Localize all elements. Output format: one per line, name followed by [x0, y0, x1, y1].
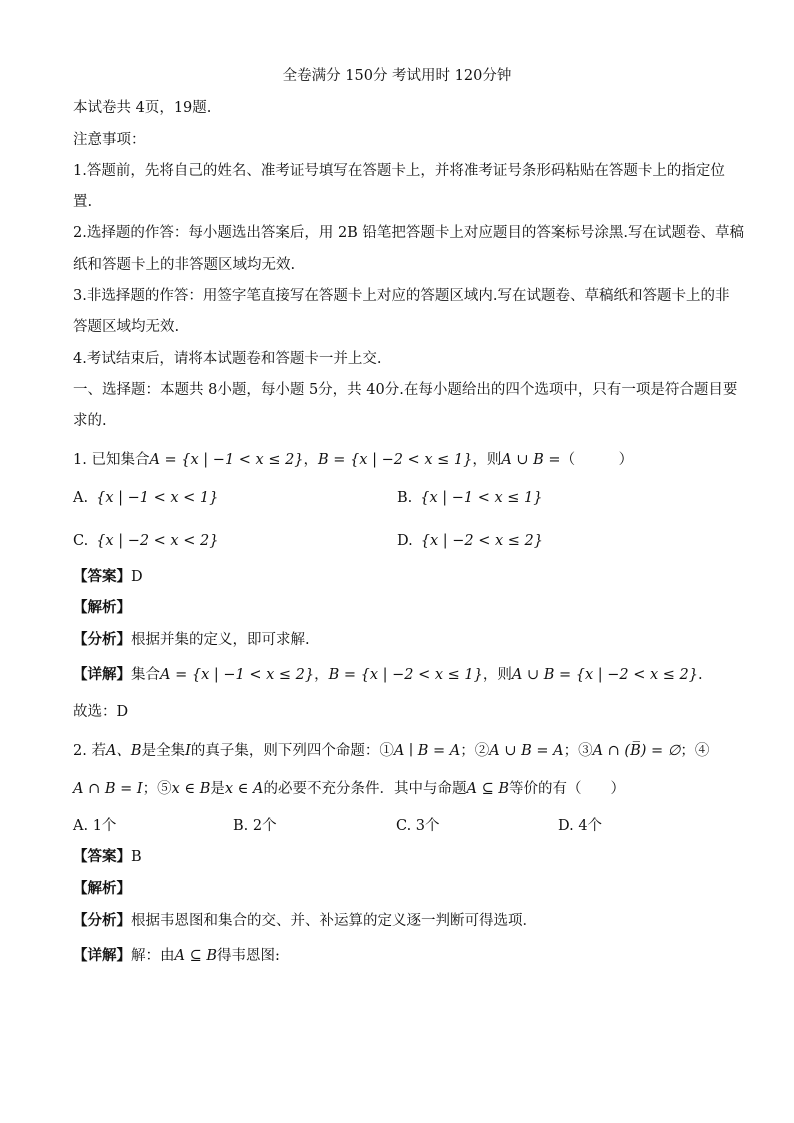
fenxi-tag: 【分析】 — [73, 631, 131, 648]
q2-sep: ；⑤ — [142, 781, 172, 797]
fenxi-text: 根据韦恩图和集合的交、并、补运算的定义逐一判断可得选项． — [131, 913, 537, 929]
fenxi-tag: 【分析】 — [73, 912, 131, 929]
option-label: C. — [73, 533, 89, 549]
q1-answer — [73, 567, 143, 587]
fenxi-text: 根据并集的定义，即可求解. — [131, 632, 310, 648]
q2-universe: I — [185, 743, 191, 759]
q2-text: 是全集 — [141, 743, 186, 759]
q2-option-d[interactable] — [558, 816, 602, 836]
option-math: {x | −1 < x < 1} — [96, 490, 219, 506]
detail-tag: 【详解】 — [73, 947, 131, 964]
note-1-line-2: 置. — [73, 194, 93, 210]
q1-detail — [73, 665, 703, 685]
q1-prefix: 1. 已知集合 — [73, 452, 150, 468]
option-math: {x | −1 < x ≤ 1} — [420, 490, 543, 506]
question-2-stem-line-2 — [73, 779, 625, 799]
option-label: D. — [397, 533, 413, 549]
q2-text: 等价的有（ ） — [509, 781, 625, 797]
page-title: 全卷满分 150分 考试用时 120分钟 — [282, 68, 512, 84]
answer-value: D — [131, 569, 143, 585]
q1-analysis-tag — [73, 598, 131, 618]
detail-comma: ， — [314, 667, 329, 683]
note-2-line-2: 纸和答题卡上的非答题区域均无效. — [73, 257, 296, 273]
q2-prop-2: A ∪ B = A — [489, 743, 564, 759]
paper-count: 本试卷共 4页，19题. — [73, 100, 212, 116]
q1-union: A ∪ B = — [501, 452, 561, 468]
section-1-line-1: 一、选择题：本题共 8小题，每小题 5分，共 40分.在每小题给出的四个选项中，只有一项是符合题目要 — [73, 382, 738, 398]
q2-sep: ；④ — [680, 743, 710, 759]
q1-comma: ， — [303, 452, 319, 468]
note-1-line-1: 1.答题前，先将自己的姓名、准考证号填写在答题卡上，并将准考证号条形码粘贴在答题卡上的指定位 — [73, 163, 725, 179]
option-label: B. — [233, 818, 249, 834]
q1-then: ，则 — [472, 452, 502, 468]
section-1-line-2: 求的. — [73, 413, 107, 429]
q1-paren: （ ） — [560, 452, 634, 468]
option-label: A. — [73, 490, 89, 506]
option-math: {x | −2 < x < 2} — [96, 533, 219, 549]
option-label: D. — [558, 818, 574, 834]
q2-analysis-tag — [73, 879, 131, 899]
q1-option-c[interactable] — [73, 531, 218, 551]
q2-prop-4: A ∩ B = I — [73, 781, 143, 797]
note-4: 4.考试结束后，请将本试题卷和答题卡一并上交. — [73, 351, 382, 367]
note-3-line-1: 3.非选择题的作答：用签字笔直接写在答题卡上对应的答题区域内.写在试题卷、草稿纸和答题卡上的非 — [73, 288, 730, 304]
note-2-line-1: 2.选择题的作答：每小题选出答案后，用 2B 铅笔把答题卡上对应题目的答案标号涂黑.写在试题卷、草稿 — [73, 225, 745, 241]
q1-conclusion: 故选：D — [73, 704, 129, 720]
q2-text: 的必要不充分条件．其中与命题 — [263, 781, 467, 797]
q2-sets: A、B — [105, 743, 142, 759]
q1-set-a: A = {x | −1 < x ≤ 2} — [149, 452, 304, 468]
analysis-tag: 【解析】 — [73, 599, 131, 616]
q2-prop-5b: x ∈ A — [224, 781, 264, 797]
option-text: 4个 — [578, 818, 603, 834]
q2-fenxi — [73, 911, 537, 931]
q2-prop-5a: x ∈ B — [171, 781, 211, 797]
detail-end: . — [697, 667, 703, 683]
note-3-line-2: 答题区域均无效. — [73, 319, 180, 335]
answer-value: B — [131, 849, 142, 865]
option-text: 1个 — [92, 818, 117, 834]
q2-subset: A ⊆ B — [466, 781, 509, 797]
detail-union: A ∪ B = {x | −2 < x ≤ 2} — [511, 667, 698, 683]
detail-subset: A ⊆ B — [174, 948, 217, 964]
q1-set-b: B = {x | −2 < x ≤ 1} — [318, 452, 473, 468]
detail-text: 得韦恩图: — [217, 948, 280, 964]
option-label: A. — [73, 818, 89, 834]
option-text: 2个 — [252, 818, 277, 834]
q2-prop-1: A ∣ B = A — [393, 743, 461, 759]
detail-set-b: B = {x | −2 < x ≤ 1} — [328, 667, 483, 683]
q1-option-a[interactable] — [73, 488, 218, 508]
q2-prefix: 2. 若 — [73, 743, 106, 759]
detail-text: 集合 — [131, 667, 160, 683]
q1-fenxi — [73, 630, 310, 650]
q2-option-a[interactable] — [73, 816, 116, 836]
q2-text: 是 — [210, 781, 225, 797]
q2-sep: ；③ — [563, 743, 593, 759]
option-label: C. — [396, 818, 412, 834]
q2-answer — [73, 847, 142, 867]
q2-detail — [73, 946, 280, 966]
question-1-stem — [73, 450, 633, 470]
option-text: 3个 — [415, 818, 440, 834]
q2-prop-3: A ∩ (B̅) = ∅ — [592, 743, 681, 759]
q1-option-b[interactable] — [397, 488, 543, 508]
q2-text: 的真子集，则下列四个命题：① — [190, 743, 394, 759]
option-label: B. — [397, 490, 413, 506]
answer-tag: 【答案】 — [73, 568, 131, 585]
q2-sep: ；② — [460, 743, 490, 759]
q1-option-d[interactable] — [397, 531, 543, 551]
detail-text: 解：由 — [131, 948, 175, 964]
option-math: {x | −2 < x ≤ 2} — [420, 533, 543, 549]
detail-then: ，则 — [482, 667, 512, 683]
notes-heading: 注意事项： — [73, 132, 146, 148]
answer-tag: 【答案】 — [73, 848, 131, 865]
detail-set-a: A = {x | −1 < x ≤ 2} — [160, 667, 315, 683]
q2-option-b[interactable] — [233, 816, 277, 836]
question-2-stem-line-1 — [73, 741, 709, 761]
analysis-tag: 【解析】 — [73, 880, 131, 897]
detail-tag: 【详解】 — [73, 666, 131, 683]
q2-option-c[interactable] — [396, 816, 440, 836]
